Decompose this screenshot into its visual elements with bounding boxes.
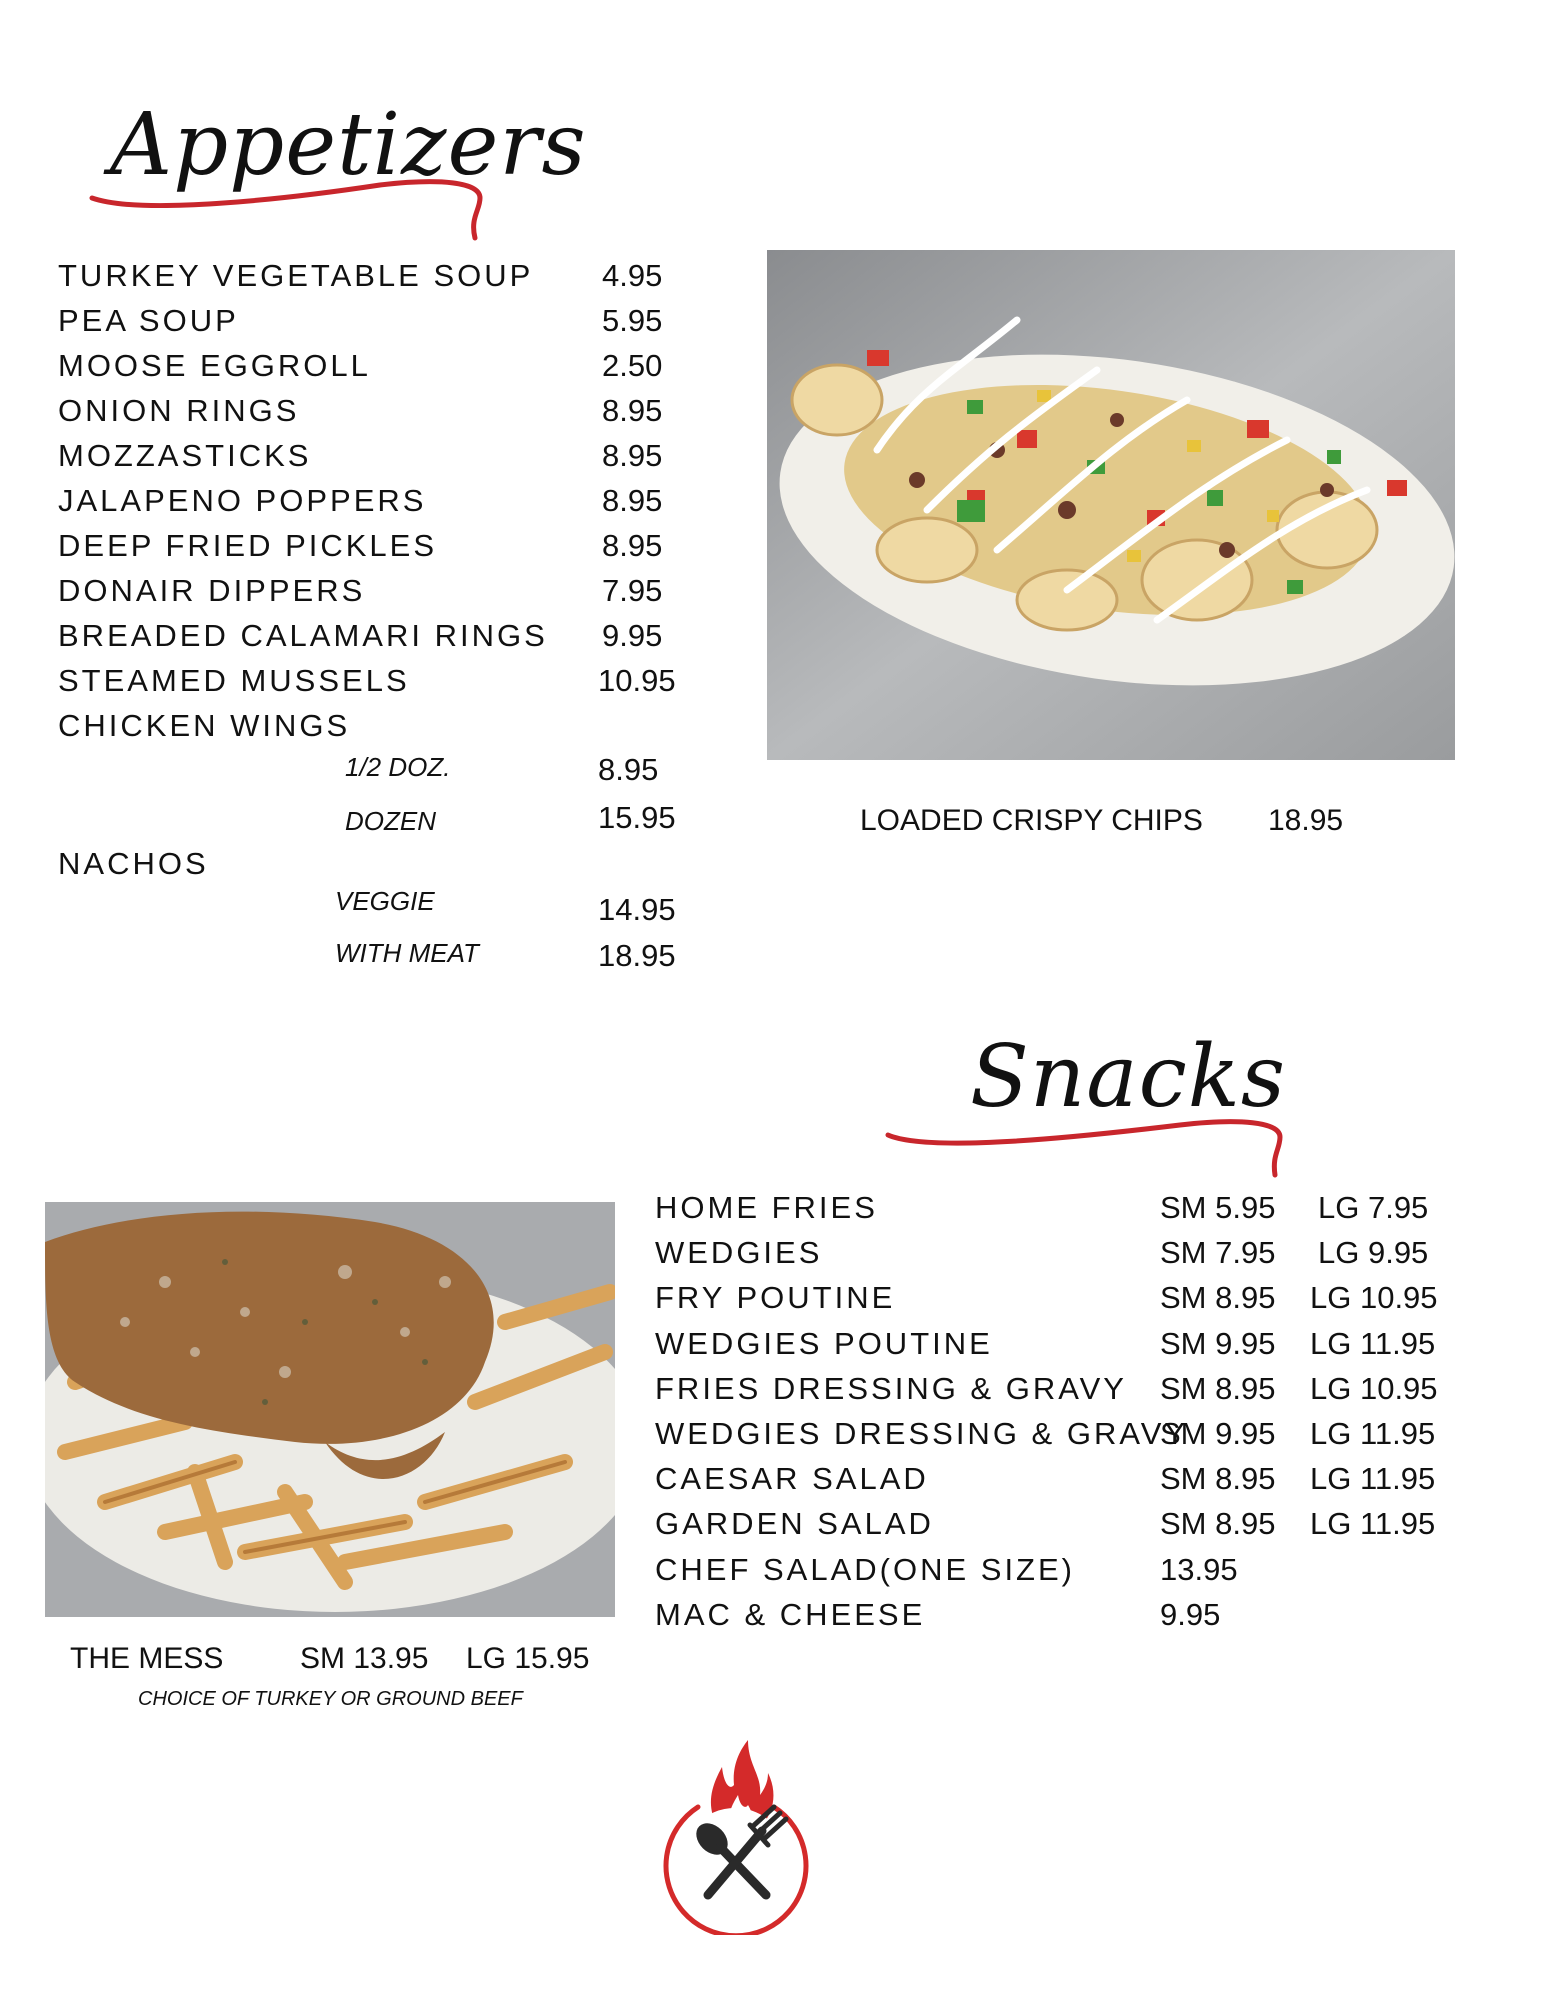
snack-item-sm-price: SM 9.95 bbox=[1160, 1326, 1276, 1361]
appetizer-item-name: DEEP FRIED PICKLES bbox=[58, 528, 438, 563]
snack-item-name: FRIES DRESSING & GRAVY bbox=[655, 1371, 1127, 1406]
snack-item-lg-price: LG 9.95 bbox=[1318, 1235, 1429, 1270]
appetizer-item-price: 9.95 bbox=[602, 618, 663, 653]
appetizer-item-price: 8.95 bbox=[602, 528, 663, 563]
snacks-title: Snacks bbox=[970, 1027, 1286, 1127]
the-mess-note: CHOICE OF TURKEY OR GROUND BEEF bbox=[138, 1688, 523, 1710]
the-mess-lg-price: LG 15.95 bbox=[466, 1642, 590, 1675]
snack-item-sm-price: 13.95 bbox=[1160, 1552, 1238, 1587]
nachos-size-veggie: VEGGIE bbox=[335, 886, 435, 916]
snack-item-sm-price: SM 9.95 bbox=[1160, 1416, 1276, 1451]
appetizer-item-price: 10.95 bbox=[598, 663, 676, 698]
snack-item-lg-price: LG 10.95 bbox=[1310, 1371, 1438, 1406]
snack-item-name: WEDGIES POUTINE bbox=[655, 1326, 993, 1361]
appetizer-item-name: STEAMED MUSSELS bbox=[58, 663, 410, 698]
appetizers-title: Appetizers bbox=[110, 95, 587, 195]
appetizer-item-name: BREADED CALAMARI RINGS bbox=[58, 618, 548, 653]
restaurant-logo bbox=[650, 1735, 820, 1935]
snack-item-sm-price: SM 7.95 bbox=[1160, 1235, 1276, 1270]
nachos-price-veggie: 14.95 bbox=[598, 892, 676, 927]
nachos-size-meat: WITH MEAT bbox=[335, 938, 479, 968]
snack-item-lg-price: LG 11.95 bbox=[1310, 1416, 1436, 1451]
appetizer-item-price: 8.95 bbox=[602, 438, 663, 473]
wings-size-dozen: DOZEN bbox=[345, 806, 436, 836]
appetizer-item-name: CHICKEN WINGS bbox=[58, 708, 351, 743]
nachos-label: NACHOS bbox=[58, 846, 209, 881]
snack-item-name: FRY POUTINE bbox=[655, 1280, 896, 1315]
snack-item-lg-price: LG 11.95 bbox=[1310, 1461, 1436, 1496]
snack-item-sm-price: 9.95 bbox=[1160, 1597, 1221, 1632]
appetizer-item-name: DONAIR DIPPERS bbox=[58, 573, 366, 608]
snack-item-name: CAESAR SALAD bbox=[655, 1461, 929, 1496]
snack-item-sm-price: SM 8.95 bbox=[1160, 1371, 1276, 1406]
snack-item-sm-price: SM 8.95 bbox=[1160, 1506, 1276, 1541]
appetizer-item-name: ONION RINGS bbox=[58, 393, 300, 428]
appetizers-heading bbox=[80, 90, 587, 260]
snack-item-sm-price: SM 8.95 bbox=[1160, 1280, 1276, 1315]
snack-item-lg-price: LG 11.95 bbox=[1310, 1506, 1436, 1541]
snack-item-name: CHEF SALAD(ONE SIZE) bbox=[655, 1552, 1075, 1587]
the-mess-photo bbox=[45, 1202, 615, 1617]
appetizer-item-price: 4.95 bbox=[602, 258, 663, 293]
snack-item-name: HOME FRIES bbox=[655, 1190, 878, 1225]
loaded-chips-name: LOADED CRISPY CHIPS bbox=[860, 804, 1203, 837]
wings-price-dozen: 15.95 bbox=[598, 800, 676, 835]
appetizer-item-name: MOZZASTICKS bbox=[58, 438, 312, 473]
appetizer-item-price: 5.95 bbox=[602, 303, 663, 338]
snack-item-name: GARDEN SALAD bbox=[655, 1506, 934, 1541]
the-mess-name: THE MESS bbox=[70, 1642, 224, 1675]
appetizer-item-name: TURKEY VEGETABLE SOUP bbox=[58, 258, 534, 293]
snack-item-lg-price: LG 7.95 bbox=[1318, 1190, 1429, 1225]
appetizer-item-price: 8.95 bbox=[602, 393, 663, 428]
snack-item-sm-price: SM 5.95 bbox=[1160, 1190, 1276, 1225]
loaded-chips-photo bbox=[767, 250, 1455, 760]
snack-item-lg-price: LG 11.95 bbox=[1310, 1326, 1436, 1361]
appetizer-item-name: MOOSE EGGROLL bbox=[58, 348, 371, 383]
wings-price-half: 8.95 bbox=[598, 752, 659, 787]
snack-item-name: MAC & CHEESE bbox=[655, 1597, 926, 1632]
loaded-chips-price: 18.95 bbox=[1268, 804, 1344, 837]
snack-item-sm-price: SM 8.95 bbox=[1160, 1461, 1276, 1496]
appetizer-item-name: JALAPENO POPPERS bbox=[58, 483, 427, 518]
appetizer-item-name: PEA SOUP bbox=[58, 303, 239, 338]
wings-size-half: 1/2 DOZ. bbox=[345, 752, 451, 782]
snack-item-name: WEDGIES DRESSING & GRAVY bbox=[655, 1416, 1189, 1451]
the-mess-sm-price: SM 13.95 bbox=[300, 1642, 429, 1675]
snack-item-name: WEDGIES bbox=[655, 1235, 823, 1270]
snack-item-lg-price: LG 10.95 bbox=[1310, 1280, 1438, 1315]
snacks-heading bbox=[880, 1025, 1300, 1195]
nachos-price-meat: 18.95 bbox=[598, 938, 676, 973]
appetizer-item-price: 8.95 bbox=[602, 483, 663, 518]
appetizer-item-price: 7.95 bbox=[602, 573, 663, 608]
appetizer-item-price: 2.50 bbox=[602, 348, 663, 383]
